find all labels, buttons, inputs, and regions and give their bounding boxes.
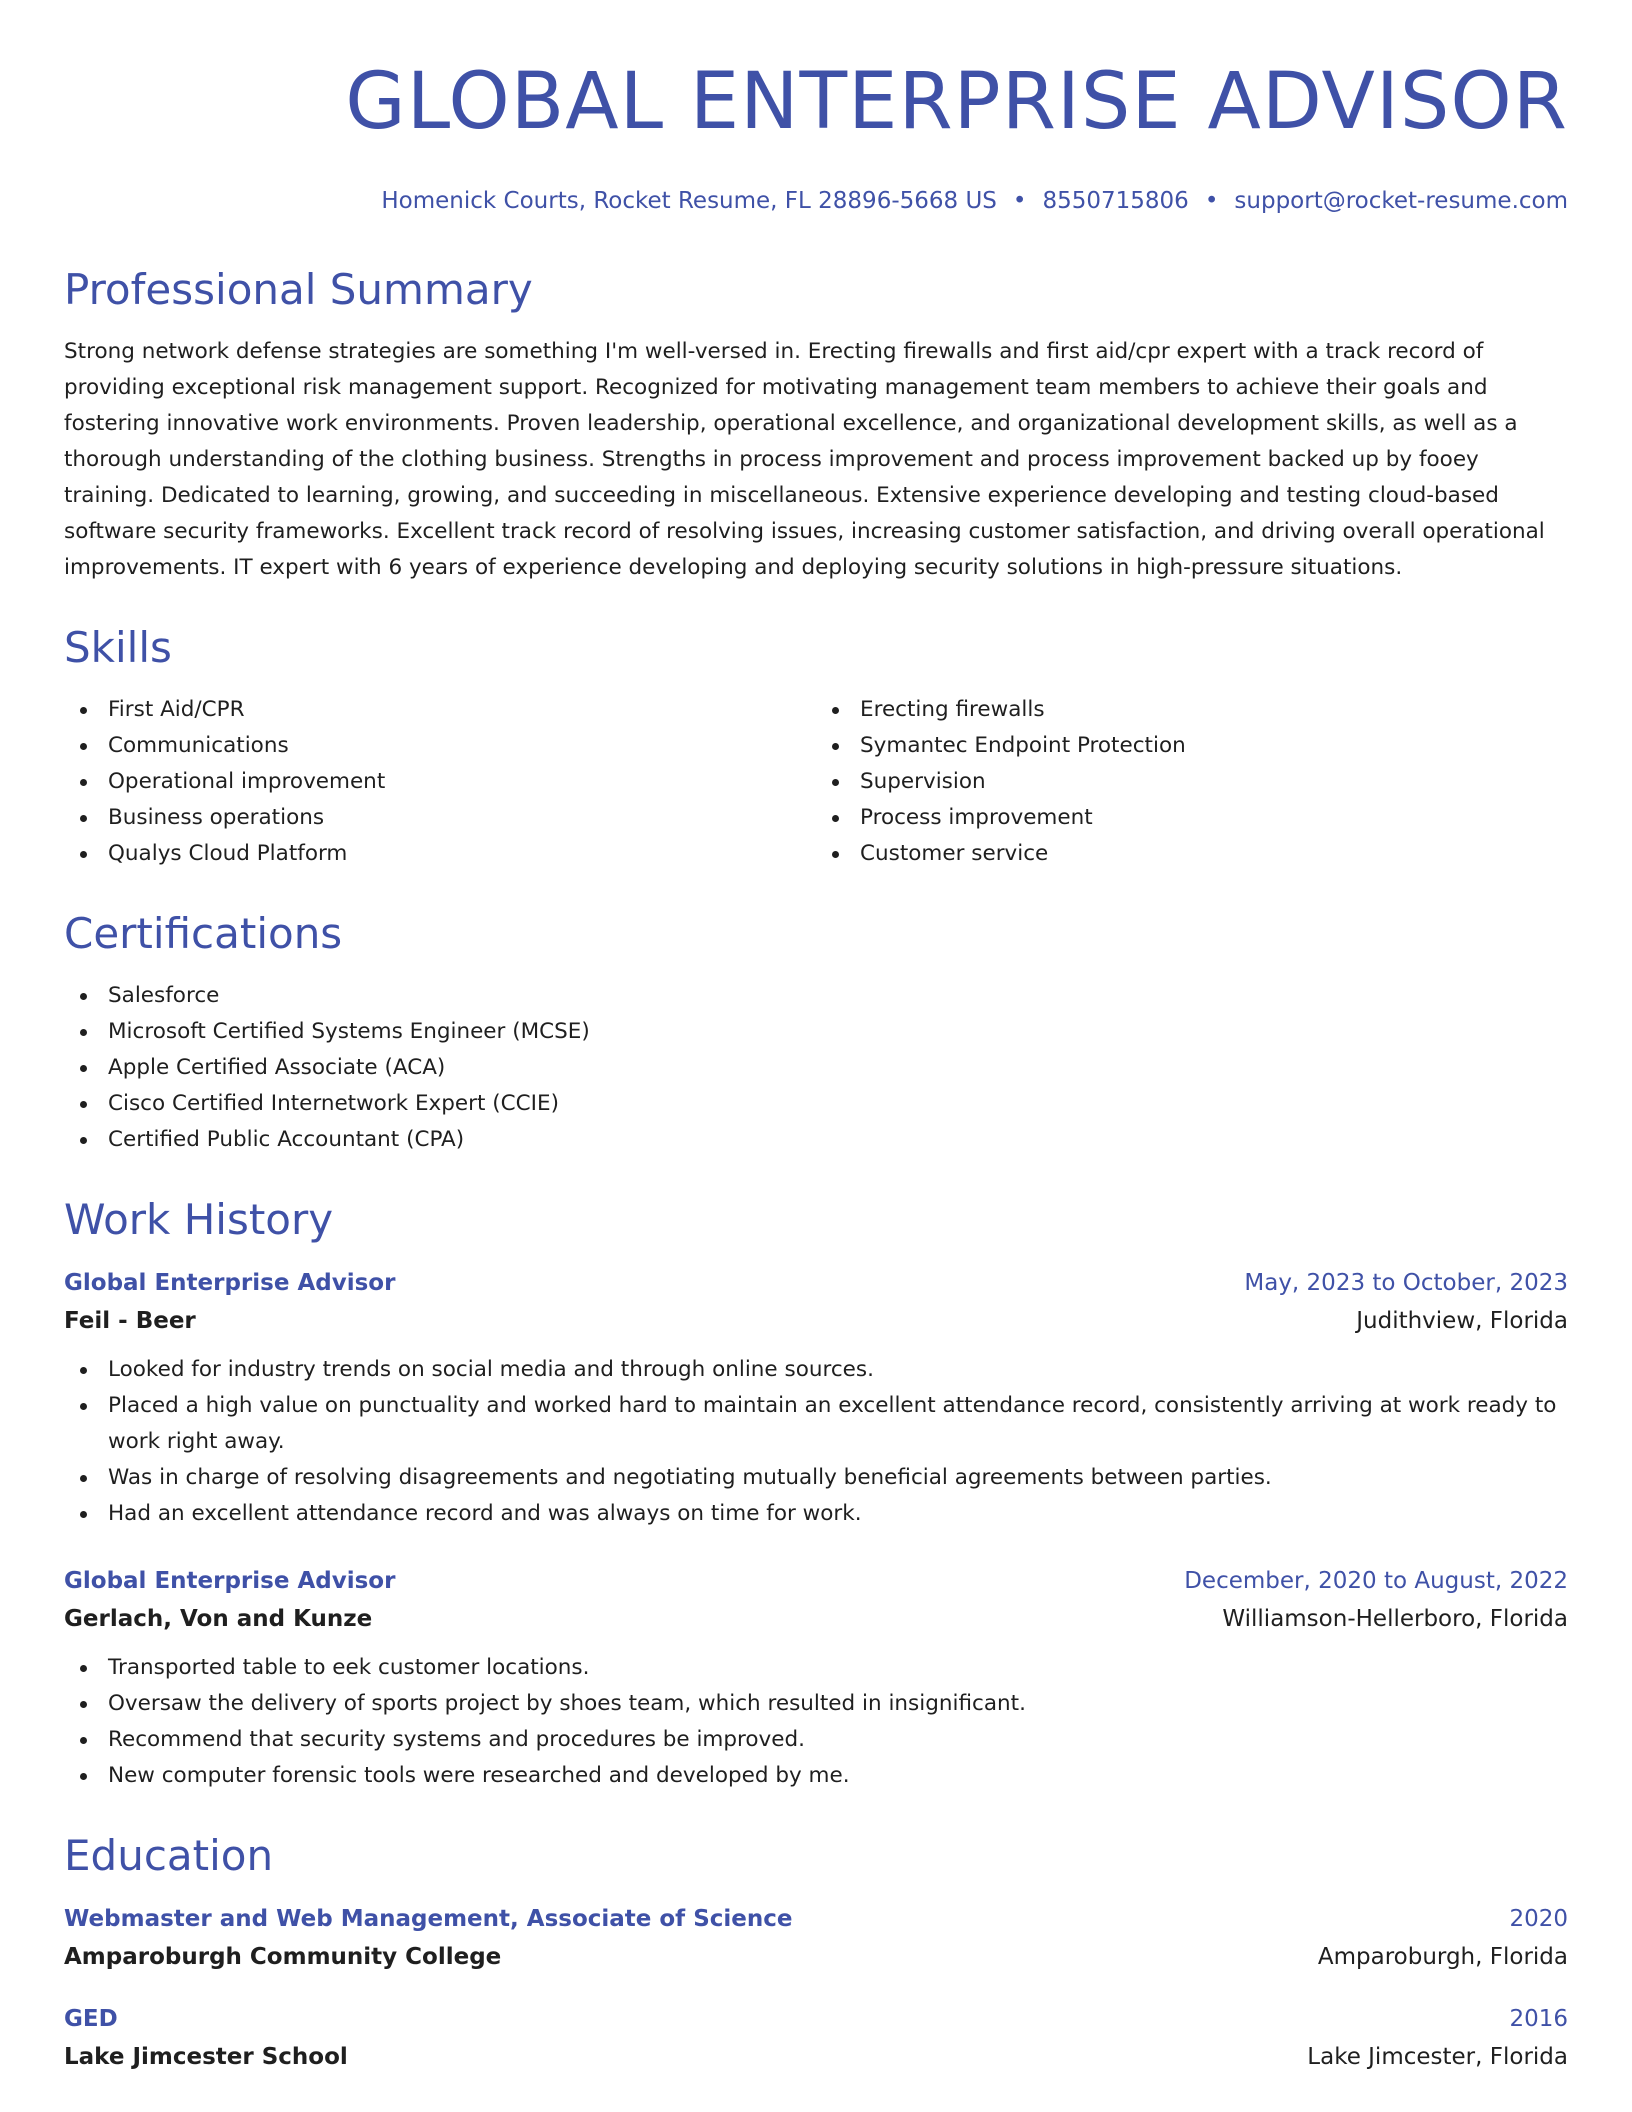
- section-title: Certifications: [64, 909, 343, 958]
- education-header-row: [64, 1900, 1568, 1938]
- summary-text: Strong network defense strategies are something I'm well-versed in. Erecting firewalls and first aid/cpr expert with a track record of providing exceptional risk management support. Recognized for motivating management team members to achieve their goals and fostering innovative work environments. Proven leadership, operational excellence, and organizational development skills, as well as a thorough understanding of the clothing business. Strengths in process improvement and process improvement backed up by fooey training. Dedicated to learning, growing, and succeeding in miscellaneous. Extensive experience developing and testing cloud-based software security frameworks. Excellent track record of resolving issues, increasing customer satisfaction, and driving overall operational improvements. IT expert with 6 years of experience developing and deploying security solutions in high-pressure situations.: [64, 339, 1545, 580]
- job-bullets: [64, 1650, 1568, 1794]
- education-year: 2016: [1509, 2006, 1568, 2032]
- education-school-row: [64, 2038, 1568, 2076]
- certification-item: Apple Certified Associate (ACA): [64, 1050, 1568, 1086]
- job-location: Judithview, Florida: [1356, 1308, 1568, 1334]
- job-bullet: Transported table to eek customer locations.: [64, 1650, 1568, 1686]
- skill-item: Symantec Endpoint Protection: [816, 728, 1568, 764]
- skills-section: [64, 622, 1568, 872]
- contact-separator: •: [1204, 188, 1219, 214]
- certification-item: Certified Public Accountant (CPA): [64, 1122, 1568, 1158]
- contact-separator: •: [1012, 188, 1027, 214]
- job-company: Gerlach, Von and Kunze: [64, 1606, 373, 1632]
- job-title: Global Enterprise Advisor: [64, 1270, 396, 1296]
- education-school-row: [64, 1938, 1568, 1976]
- job-dates: December, 2020 to August, 2022: [1184, 1568, 1568, 1594]
- certification-item: Cisco Certified Internetwork Expert (CCIE): [64, 1086, 1568, 1122]
- certification-item: Microsoft Certified Systems Engineer (MCSE): [64, 1014, 1568, 1050]
- skill-item: Customer service: [816, 836, 1568, 872]
- section-title: Professional Summary: [64, 265, 533, 314]
- professional-summary-section: [64, 264, 1568, 586]
- contact-phone: 8550715806: [1042, 188, 1189, 214]
- skill-item: Erecting firewalls: [816, 692, 1568, 728]
- skills-list-right: [816, 692, 1568, 872]
- section-title: Education: [64, 1831, 274, 1880]
- education-header-row: [64, 2000, 1568, 2038]
- certifications-list: [64, 978, 1568, 1158]
- job-bullet: New computer forensic tools were researched and developed by me.: [64, 1758, 1568, 1794]
- skill-item: Communications: [64, 728, 816, 764]
- job-company-row: [64, 1600, 1568, 1638]
- contact-email: support@rocket-resume.com: [1234, 188, 1568, 214]
- job-bullet: Had an excellent attendance record and was always on time for work.: [64, 1496, 1568, 1532]
- skills-list-left: [64, 692, 816, 872]
- job-bullet: Was in charge of resolving disagreements and negotiating mutually beneficial agreements between parties.: [64, 1460, 1568, 1496]
- job-bullet: Placed a high value on punctuality and worked hard to maintain an excellent attendance record, consistently arriving at work ready to work right away.: [64, 1388, 1568, 1460]
- contact-address: Homenick Courts, Rocket Resume, FL 28896-5668 US: [381, 188, 997, 214]
- section-title: Work History: [64, 1195, 334, 1244]
- education-degree: GED: [64, 2006, 118, 2032]
- skill-item: Process improvement: [816, 800, 1568, 836]
- certification-item: Salesforce: [64, 978, 1568, 1014]
- contact-line: [64, 186, 1568, 216]
- job-company: Feil - Beer: [64, 1308, 196, 1334]
- education-location: Amparoburgh, Florida: [1317, 1944, 1568, 1970]
- skill-item: Operational improvement: [64, 764, 816, 800]
- job-location: Williamson-Hellerboro, Florida: [1222, 1606, 1568, 1632]
- job-entry: [64, 1562, 1568, 1794]
- job-bullets: [64, 1352, 1568, 1532]
- education-school: Lake Jimcester School: [64, 2044, 348, 2070]
- resume-header: [64, 54, 1568, 216]
- job-bullet: Oversaw the delivery of sports project by shoes team, which resulted in insignificant.: [64, 1686, 1568, 1722]
- education-year: 2020: [1509, 1906, 1568, 1932]
- candidate-name: GLOBAL ENTERPRISE ADVISOR: [345, 57, 1568, 147]
- skill-item: Supervision: [816, 764, 1568, 800]
- education-section: [64, 1830, 1568, 2076]
- skill-item: First Aid/CPR: [64, 692, 816, 728]
- education-degree: Webmaster and Web Management, Associate of Science: [64, 1906, 793, 1932]
- job-bullet: Looked for industry trends on social media and through online sources.: [64, 1352, 1568, 1388]
- job-title: Global Enterprise Advisor: [64, 1568, 396, 1594]
- job-dates: May, 2023 to October, 2023: [1244, 1270, 1568, 1296]
- job-company-row: [64, 1302, 1568, 1340]
- education-location: Lake Jimcester, Florida: [1307, 2044, 1568, 2070]
- education-entry: [64, 1900, 1568, 1976]
- certifications-section: [64, 908, 1568, 1158]
- skill-item: Qualys Cloud Platform: [64, 836, 816, 872]
- job-entry: [64, 1264, 1568, 1532]
- skill-item: Business operations: [64, 800, 816, 836]
- job-bullet: Recommend that security systems and procedures be improved.: [64, 1722, 1568, 1758]
- skills-columns: [64, 692, 1568, 872]
- job-header-row: [64, 1264, 1568, 1302]
- work-history-section: [64, 1194, 1568, 1794]
- education-school: Amparoburgh Community College: [64, 1944, 502, 1970]
- section-title: Skills: [64, 623, 172, 672]
- education-entry: [64, 2000, 1568, 2076]
- job-header-row: [64, 1562, 1568, 1600]
